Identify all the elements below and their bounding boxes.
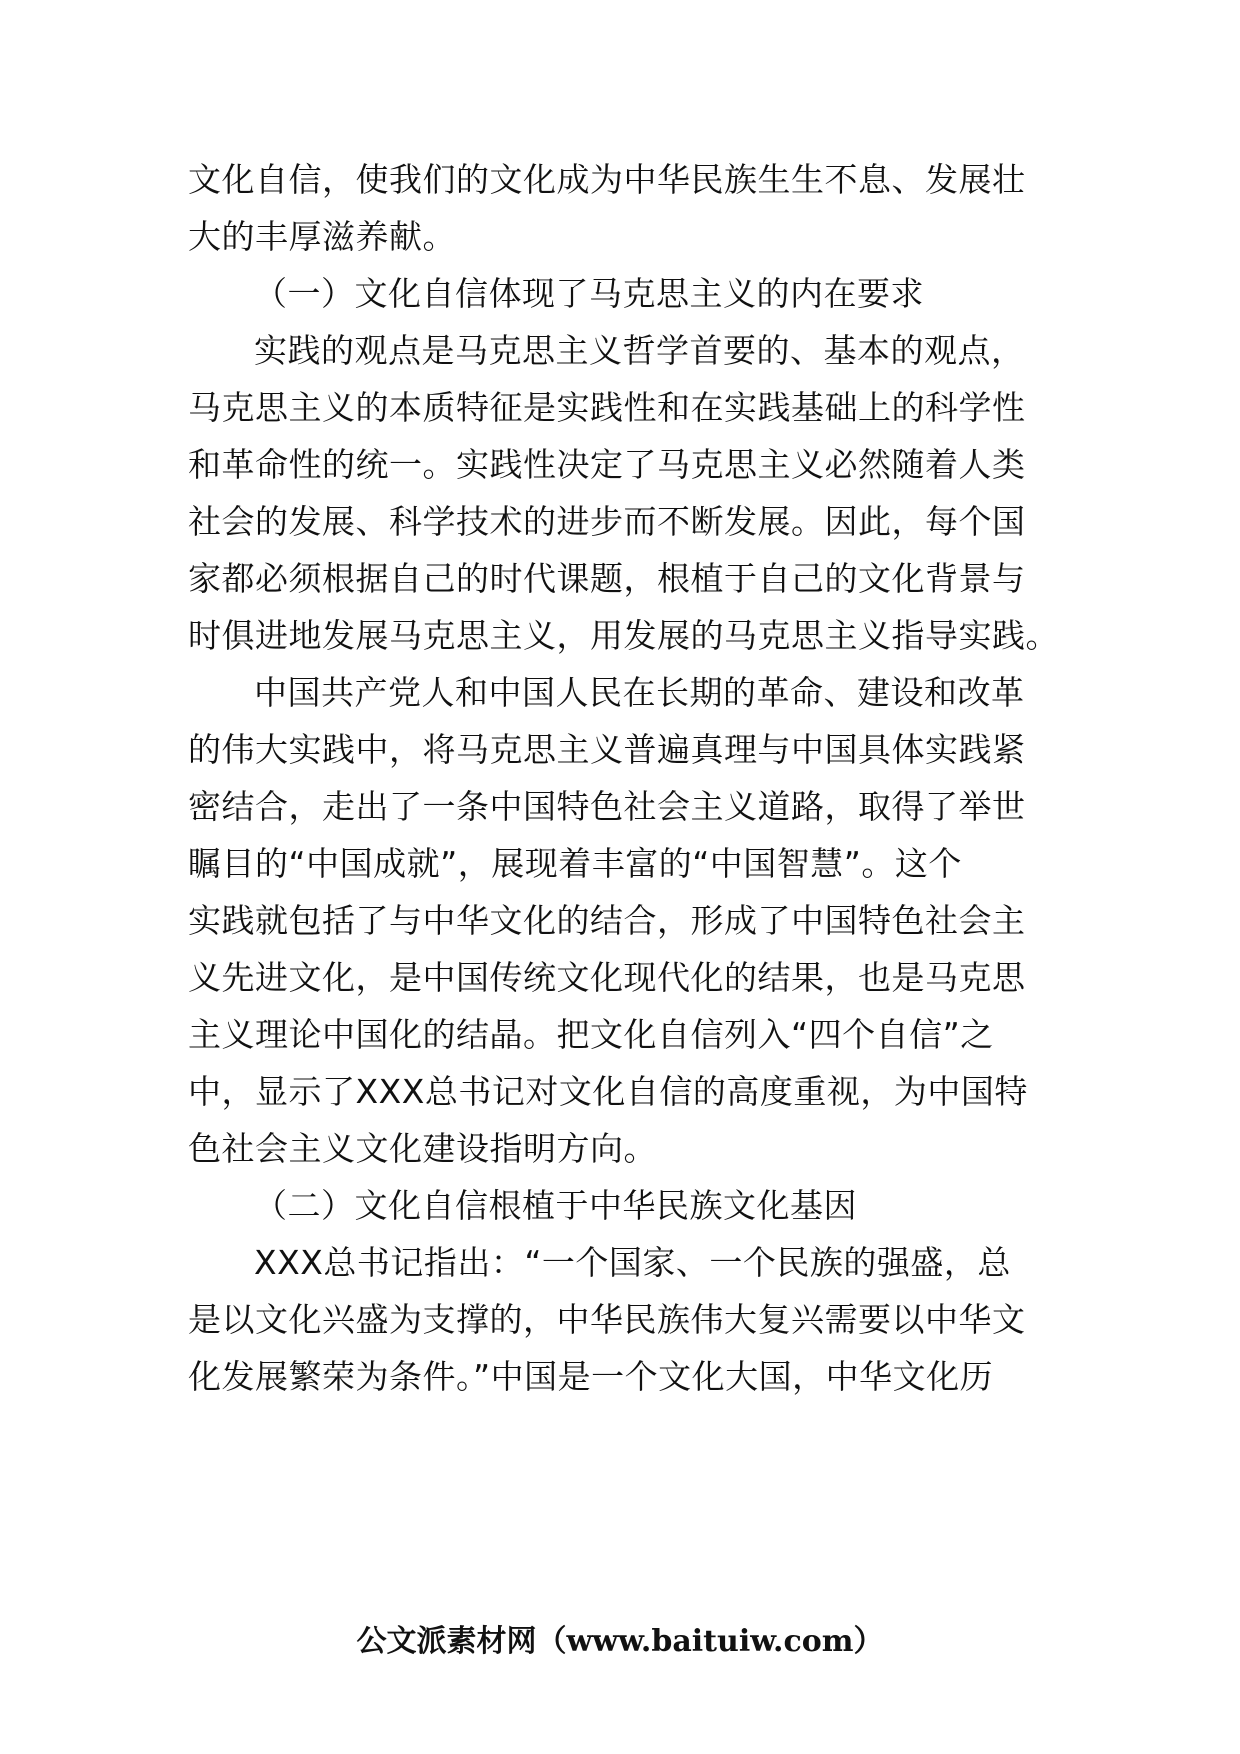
text-line: 化发展繁荣为条件。”中国是一个文化大国，中华文化历: [188, 1357, 994, 1396]
text-line: 瞩目的“中国成就”，展现着丰富的“中国智慧”。这个: [188, 844, 962, 883]
text-line: 家都必须根据自己的时代课题，根植于自己的文化背景与: [188, 559, 1026, 598]
text-line: 时俱进地发展马克思主义，用发展的马克思主义指导实践。: [188, 616, 1059, 655]
text-line: 中国共产党人和中国人民在长期的革命、建设和改革: [254, 673, 1025, 712]
text-line: 色社会主义文化建设指明方向。: [188, 1129, 657, 1168]
text-line: 实践就包括了与中华文化的结合，形成了中国特色社会主: [188, 901, 1026, 940]
section-heading: （一）文化自信体现了马克思主义的内在要求: [254, 274, 924, 313]
text-line: XXX总书记指出：“一个国家、一个民族的强盛，总: [254, 1243, 1011, 1282]
text-line: 主义理论中国化的结晶。把文化自信列入“四个自信”之: [188, 1015, 994, 1054]
text-line: 实践的观点是马克思主义哲学首要的、基本的观点，: [254, 331, 1025, 370]
text-line: 和革命性的统一。实践性决定了马克思主义必然随着人类: [188, 445, 1026, 484]
text-line: 密结合，走出了一条中国特色社会主义道路，取得了举世: [188, 787, 1026, 826]
footer-watermark: 公文派素材网（www.baituiw.com）: [356, 1624, 884, 1659]
text-line: 中，显示了XXX总书记对文化自信的高度重视，为中国特: [188, 1072, 1028, 1111]
text-line: 大的丰厚滋养献。: [188, 217, 456, 256]
text-line: 的伟大实践中，将马克思主义普遍真理与中国具体实践紧: [188, 730, 1026, 769]
text-line: 社会的发展、科学技术的进步而不断发展。因此，每个国: [188, 502, 1026, 541]
section-heading: （二）文化自信根植于中华民族文化基因: [254, 1186, 857, 1225]
text-line: 马克思主义的本质特征是实践性和在实践基础上的科学性: [188, 388, 1026, 427]
text-line: 是以文化兴盛为支撑的，中华民族伟大复兴需要以中华文: [188, 1300, 1026, 1339]
text-line: 文化自信，使我们的文化成为中华民族生生不息、发展壮: [188, 160, 1026, 199]
text-line: 义先进文化，是中国传统文化现代化的结果，也是马克思: [188, 958, 1026, 997]
